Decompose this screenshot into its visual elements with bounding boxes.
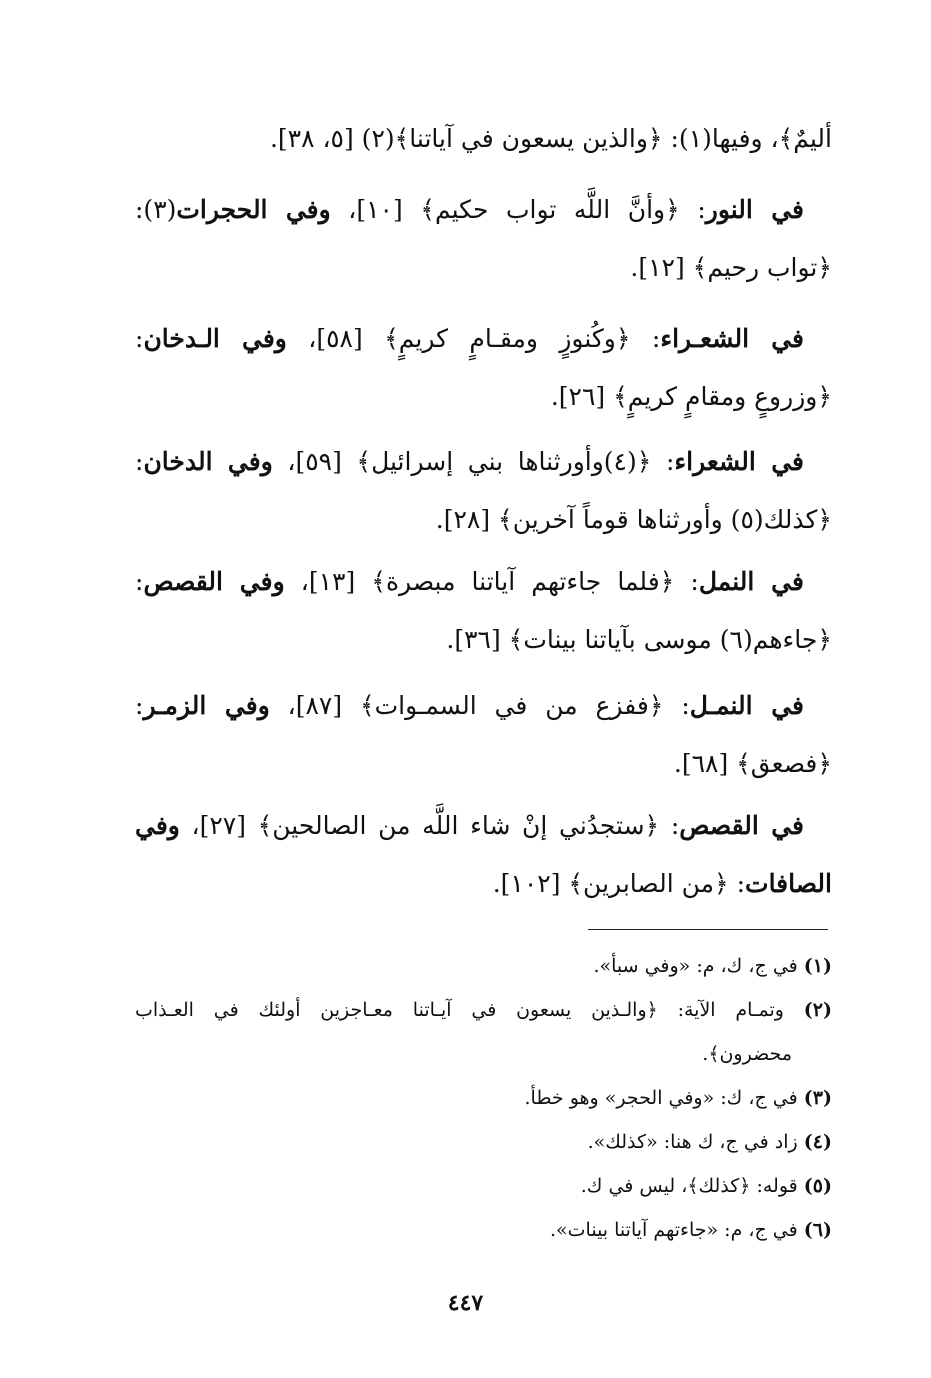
footnote xyxy=(135,1076,832,1120)
footnote xyxy=(135,988,832,1032)
paragraph-line xyxy=(135,677,832,735)
footnote-number: (٤) xyxy=(803,1131,832,1153)
footnote-number: (٦) xyxy=(803,1219,832,1241)
paragraph xyxy=(135,553,832,669)
footnote-number: (٢) xyxy=(803,999,832,1021)
paragraph-line xyxy=(135,855,832,913)
paragraph-line xyxy=(135,491,832,549)
footnote-text: وتمـام الآية: ﴿والـذين يسعون في آيـاتنا معـاجزين أولئك في العـذاب xyxy=(135,999,784,1021)
line-text: : xyxy=(135,567,144,596)
bold-heading-text: في النمل xyxy=(698,567,804,596)
bold-heading-text: وفي الدخان xyxy=(143,447,273,476)
paragraph-line xyxy=(135,797,832,855)
line-text: : xyxy=(135,324,144,353)
bold-heading-text: في النمـل xyxy=(689,691,805,720)
line-text: : ﴿(٤)وأورثناها بني إسرائيل﴾ [٥٩]، xyxy=(272,447,675,476)
line-text: أليمٌ﴾، وفيها(١): ﴿والذين يسعون في آياتنا﴾(٢) [٥، ٣٨]. xyxy=(269,124,832,153)
paragraph-line xyxy=(135,735,832,793)
paragraph-line xyxy=(135,310,832,368)
bold-heading-text: الصافات xyxy=(745,869,832,898)
footnote-text: قوله: ﴿كذلك﴾، ليس في ك. xyxy=(580,1175,798,1197)
footnote-number: (١) xyxy=(803,955,832,977)
bold-heading-text: وفي القصص xyxy=(143,567,285,596)
footnote-number: (٣) xyxy=(803,1087,832,1109)
paragraph-line xyxy=(135,239,832,297)
footnote-separator xyxy=(588,929,828,930)
line-text: : ﴿ففزع من في السمـوات﴾ [٨٧]، xyxy=(269,691,690,720)
footnote xyxy=(135,1120,832,1164)
line-text: : ﴿وكُنوزٍ ومقـامٍ كريمٍ﴾ [٥٨]، xyxy=(286,324,661,353)
paragraph xyxy=(135,181,832,297)
line-text: : ﴿من الصابرين﴾ [١٠٢]. xyxy=(492,869,746,898)
footnote-continuation: محضرون﴾. xyxy=(702,1043,792,1065)
line-text: : xyxy=(135,447,144,476)
footnote-text: في ج، ك: «وفي الحجر» وهو خطأ. xyxy=(524,1087,798,1109)
line-text: : ﴿فلما جاءتهم آياتنا مبصرة﴾ [١٣]، xyxy=(284,567,699,596)
paragraph-line xyxy=(135,433,832,491)
paragraph-line xyxy=(135,553,832,611)
bold-heading-text: في النور xyxy=(705,195,804,224)
paragraph xyxy=(135,797,832,913)
footnote-text: في ج، ك، م: «وفي سبأ». xyxy=(593,955,798,977)
line-text: : ﴿وأنَّ اللَّه تواب حكيم﴾ [١٠]، xyxy=(330,195,706,224)
bold-heading-text: وفي الـدخان xyxy=(143,324,287,353)
footnote-number: (٥) xyxy=(803,1175,832,1197)
line-text: (٣): xyxy=(135,195,177,224)
bold-heading-text: في الشعـراء xyxy=(660,324,804,353)
line-text: : ﴿ستجدُني إنْ شاء اللَّه من الصالحين﴾ [٢٧]، xyxy=(179,811,680,840)
footnote xyxy=(135,944,832,988)
paragraph-line xyxy=(135,110,832,168)
paragraph-line xyxy=(135,611,832,669)
bold-heading-text: في القصص xyxy=(679,811,804,840)
footnotes xyxy=(135,944,832,1252)
paragraph xyxy=(135,110,832,168)
paragraph-line xyxy=(135,368,832,426)
paragraph-line xyxy=(135,181,832,239)
paragraph xyxy=(135,310,832,426)
paragraph xyxy=(135,677,832,793)
bold-heading-text: في الشعراء xyxy=(674,447,804,476)
footnote-text: زاد في ج، ك هنا: «كذلك». xyxy=(587,1131,798,1153)
line-text: ﴿كذلك(٥) وأورثناها قوماً آخرين﴾ [٢٨]. xyxy=(435,505,832,534)
page-number: ٤٤٧ xyxy=(447,1290,484,1316)
paragraph xyxy=(135,433,832,549)
line-text: ﴿فصعق﴾ [٦٨]. xyxy=(673,749,832,778)
line-text: ﴿تواب رحيم﴾ [١٢]. xyxy=(630,253,832,282)
bold-heading-text: وفي xyxy=(135,811,180,840)
line-text: ﴿جاءهم(٦) موسى بآياتنا بينات﴾ [٣٦]. xyxy=(446,625,832,654)
bold-heading-text: وفي الزمـر xyxy=(143,691,270,720)
footnote xyxy=(135,1208,832,1252)
footnote-text: في ج، م: «جاءتهم آياتنا بينات». xyxy=(550,1219,798,1241)
line-text: ﴿وزروعٍ ومقامٍ كريمٍ﴾ [٢٦]. xyxy=(550,382,832,411)
bold-heading-text: وفي الحجرات xyxy=(176,195,331,224)
line-text: : xyxy=(135,691,144,720)
footnote xyxy=(135,1164,832,1208)
